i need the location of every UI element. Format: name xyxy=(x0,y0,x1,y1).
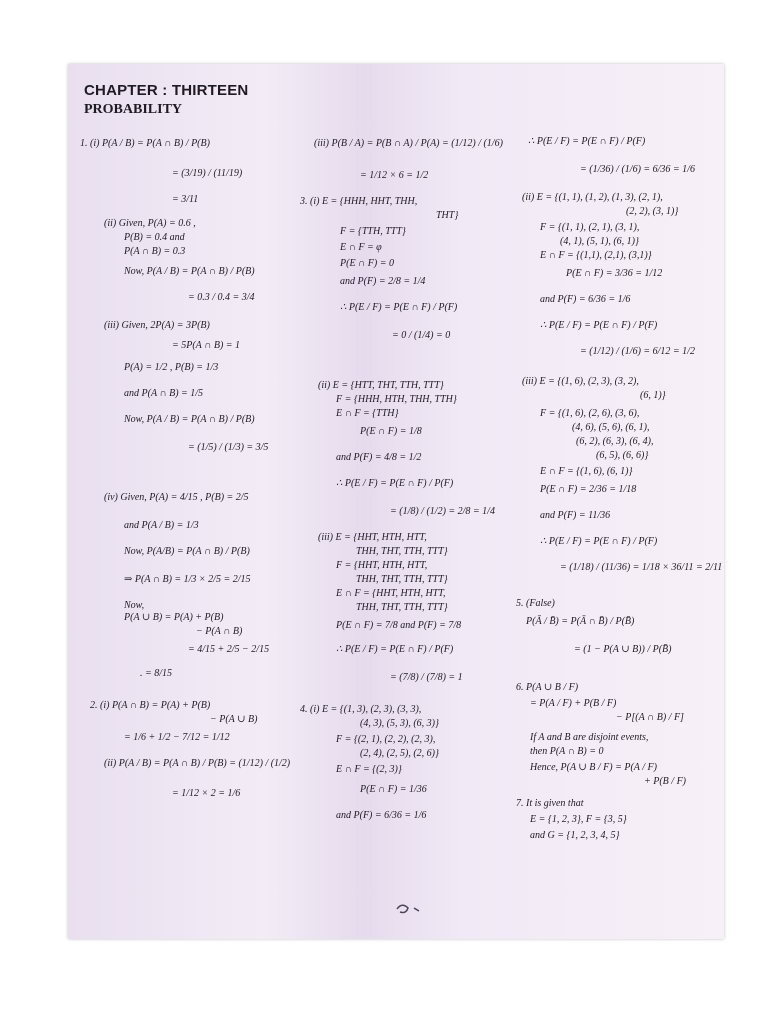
solution-line: and P(F) = 4/8 = 1/2 xyxy=(336,452,422,463)
solution-line: ∴ P(E / F) = P(E ∩ F) / P(F) xyxy=(540,320,658,331)
solution-line: F = {HHT, HTH, HTT, xyxy=(336,560,428,571)
solution-line: P(A ∩ B) = 0.3 xyxy=(124,246,186,257)
textbook-page xyxy=(68,64,724,939)
solution-line: Now, P(A / B) = P(A ∩ B) / P(B) xyxy=(124,414,255,425)
solution-line: = 3/11 xyxy=(172,194,199,205)
solution-line: F = {(1, 6), (2, 6), (3, 6), xyxy=(540,408,640,419)
solution-line: and P(F) = 11/36 xyxy=(540,510,611,521)
solution-line: = 1/6 + 1/2 − 7/12 = 1/12 xyxy=(124,732,230,743)
solution-line: and P(F) = 6/36 = 1/6 xyxy=(336,810,427,821)
solution-line: and P(F) = 2/8 = 1/4 xyxy=(340,276,426,287)
solution-line: F = {TTH, TTT} xyxy=(340,226,406,237)
solution-line: ∴ P(E / F) = P(E ∩ F) / P(F) xyxy=(540,536,658,547)
solution-line: Now, P(A / B) = P(A ∩ B) / P(B) xyxy=(124,266,255,277)
solution-line: (4, 1), (5, 1), (6, 1)} xyxy=(560,236,639,247)
solution-line: (iii) Given, 2P(A) = 3P(B) xyxy=(104,320,210,331)
solution-line: = (1 − P(A ∪ B)) / P(B̄) xyxy=(574,644,672,655)
solution-line: P(E ∩ F) = 1/8 xyxy=(360,426,422,437)
solution-line: Now, xyxy=(124,600,145,611)
solution-line: and P(F) = 6/36 = 1/6 xyxy=(540,294,631,305)
solution-line: = (1/18) / (11/36) = 1/18 × 36/11 = 2/11 xyxy=(560,562,723,573)
solution-line: P(A) = 1/2 , P(B) = 1/3 xyxy=(124,362,219,373)
solution-line: (iii) E = {HHT, HTH, HTT, xyxy=(318,532,427,543)
solution-line: (iii) E = {(1, 6), (2, 3), (3, 2), xyxy=(522,376,639,387)
smudge-mark xyxy=(394,900,422,918)
chapter-heading: CHAPTER : THIRTEEN xyxy=(84,82,249,99)
solution-line: (2, 2), (3, 1)} xyxy=(626,206,679,217)
solution-line: 7. It is given that xyxy=(516,798,584,809)
solution-line: (iv) Given, P(A) = 4/15 , P(B) = 2/5 xyxy=(104,492,249,503)
solution-line: = (1/12) / (1/6) = 6/12 = 1/2 xyxy=(580,346,695,357)
solution-line: − P[(A ∩ B) / F] xyxy=(616,712,684,723)
solution-line: then P(A ∩ B) = 0 xyxy=(530,746,604,757)
solution-line: 2. (i) P(A ∩ B) = P(A) + P(B) xyxy=(90,700,211,711)
solution-line: ∴ P(E / F) = P(E ∩ F) / P(F) xyxy=(336,478,454,489)
solution-line: E ∩ F = {(1, 6), (6, 1)} xyxy=(540,466,633,477)
solution-line: P(E ∩ F) = 2/36 = 1/18 xyxy=(540,484,637,495)
solution-line: = 1/12 × 6 = 1/2 xyxy=(360,170,429,181)
solution-line: ∴ P(E / F) = P(E ∩ F) / P(F) xyxy=(340,302,458,313)
solution-line: (2, 4), (2, 5), (2, 6)} xyxy=(360,748,439,759)
solution-line: If A and B are disjoint events, xyxy=(530,732,649,743)
solution-line: E = {1, 2, 3}, F = {3, 5} xyxy=(530,814,627,825)
solution-line: E ∩ F = {(1,1), (2,1), (3,1)} xyxy=(540,250,652,261)
solution-line: THT} xyxy=(436,210,459,221)
solution-line: ∴ P(E / F) = P(E ∩ F) / P(F) xyxy=(336,644,454,655)
solution-line: (iii) P(B / A) = P(B ∩ A) / P(A) = (1/12) / (1/6) xyxy=(314,138,503,149)
solution-line: F = {(1, 1), (2, 1), (3, 1), xyxy=(540,222,640,233)
solution-line: = P(A / F) + P(B / F) xyxy=(530,698,617,709)
solution-line: = 1/12 × 2 = 1/6 xyxy=(172,788,241,799)
solution-line: P(E ∩ F) = 0 xyxy=(340,258,394,269)
solution-line: 3. (i) E = {HHH, HHT, THH, xyxy=(300,196,418,207)
solution-line: (ii) Given, P(A) = 0.6 , xyxy=(104,218,196,229)
solution-line: = (1/5) / (1/3) = 3/5 xyxy=(188,442,269,453)
solution-line: ∴ P(E / F) = P(E ∩ F) / P(F) xyxy=(528,136,646,147)
solution-line: E ∩ F = {(2, 3)} xyxy=(336,764,402,775)
solution-line: − P(A ∩ B) xyxy=(196,626,243,637)
solution-line: P(E ∩ F) = 1/36 xyxy=(360,784,427,795)
solution-line: P(E ∩ F) = 7/8 and P(F) = 7/8 xyxy=(336,620,462,631)
solution-line: P(Ā / B̄) = P(Ā ∩ B̄) / P(B̄) xyxy=(526,616,635,627)
solution-line: = 0 / (1/4) = 0 xyxy=(392,330,451,341)
solution-line: (4, 3), (5, 3), (6, 3)} xyxy=(360,718,439,729)
solution-line: (ii) P(A / B) = P(A ∩ B) / P(B) = (1/12) / (1/2) xyxy=(104,758,291,769)
solution-line: = (7/8) / (7/8) = 1 xyxy=(390,672,463,683)
solution-line: Now, P(A/B) = P(A ∩ B) / P(B) xyxy=(124,546,250,557)
solution-line: P(E ∩ F) = 3/36 = 1/12 xyxy=(566,268,663,279)
solution-line: − P(A ∪ B) xyxy=(210,714,258,725)
solution-line: E ∩ F = φ xyxy=(340,242,382,253)
solution-line: (6, 2), (6, 3), (6, 4), xyxy=(576,436,654,447)
solution-line: = 4/15 + 2/5 − 2/15 xyxy=(188,644,270,655)
solution-line: and P(A ∩ B) = 1/5 xyxy=(124,388,204,399)
solution-line: F = {(2, 1), (2, 2), (2, 3), xyxy=(336,734,436,745)
solution-line: THH, THT, TTH, TTT} xyxy=(356,574,448,585)
solution-line: and P(A / B) = 1/3 xyxy=(124,520,199,531)
solution-line: and G = {1, 2, 3, 4, 5} xyxy=(530,830,620,841)
solution-line: Hence, P(A ∪ B / F) = P(A / F) xyxy=(530,762,657,773)
solution-line: (6, 5), (6, 6)} xyxy=(596,450,649,461)
solution-line: . = 8/15 xyxy=(140,668,173,679)
solution-line: E ∩ F = {HHT, HTH, HTT, xyxy=(336,588,446,599)
solution-line: 1. (i) P(A / B) = P(A ∩ B) / P(B) xyxy=(80,138,210,149)
solution-line: 5. (False) xyxy=(516,598,555,609)
solution-line: = (1/8) / (1/2) = 2/8 = 1/4 xyxy=(390,506,495,517)
solution-line: THH, THT, TTH, TTT} xyxy=(356,602,448,613)
solution-line: = 5P(A ∩ B) = 1 xyxy=(172,340,241,351)
solution-line: 6. P(A ∪ B / F) xyxy=(516,682,579,693)
solution-line: (6, 1)} xyxy=(640,390,666,401)
chapter-title: PROBABILITY xyxy=(84,102,183,117)
solution-line: (ii) E = {HTT, THT, TTH, TTT} xyxy=(318,380,444,391)
solution-line: = 0.3 / 0.4 = 3/4 xyxy=(188,292,255,303)
solution-line: = (1/36) / (1/6) = 6/36 = 1/6 xyxy=(580,164,695,175)
solution-line: ⇒ P(A ∩ B) = 1/3 × 2/5 = 2/15 xyxy=(124,574,251,585)
solution-line: = (3/19) / (11/19) xyxy=(172,168,243,179)
solution-line: (4, 6), (5, 6), (6, 1), xyxy=(572,422,650,433)
solution-line: + P(B / F) xyxy=(644,776,687,787)
solution-line: THH, THT, TTH, TTT} xyxy=(356,546,448,557)
solution-line: (ii) E = {(1, 1), (1, 2), (1, 3), (2, 1), xyxy=(522,192,663,203)
solution-line: F = {HHH, HTH, THH, TTH} xyxy=(336,394,457,405)
solution-line: 4. (i) E = {(1, 3), (2, 3), (3, 3), xyxy=(300,704,422,715)
solution-line: P(B) = 0.4 and xyxy=(124,232,185,243)
solution-line: P(A ∪ B) = P(A) + P(B) xyxy=(124,612,224,623)
solution-line: E ∩ F = {TTH} xyxy=(336,408,399,419)
